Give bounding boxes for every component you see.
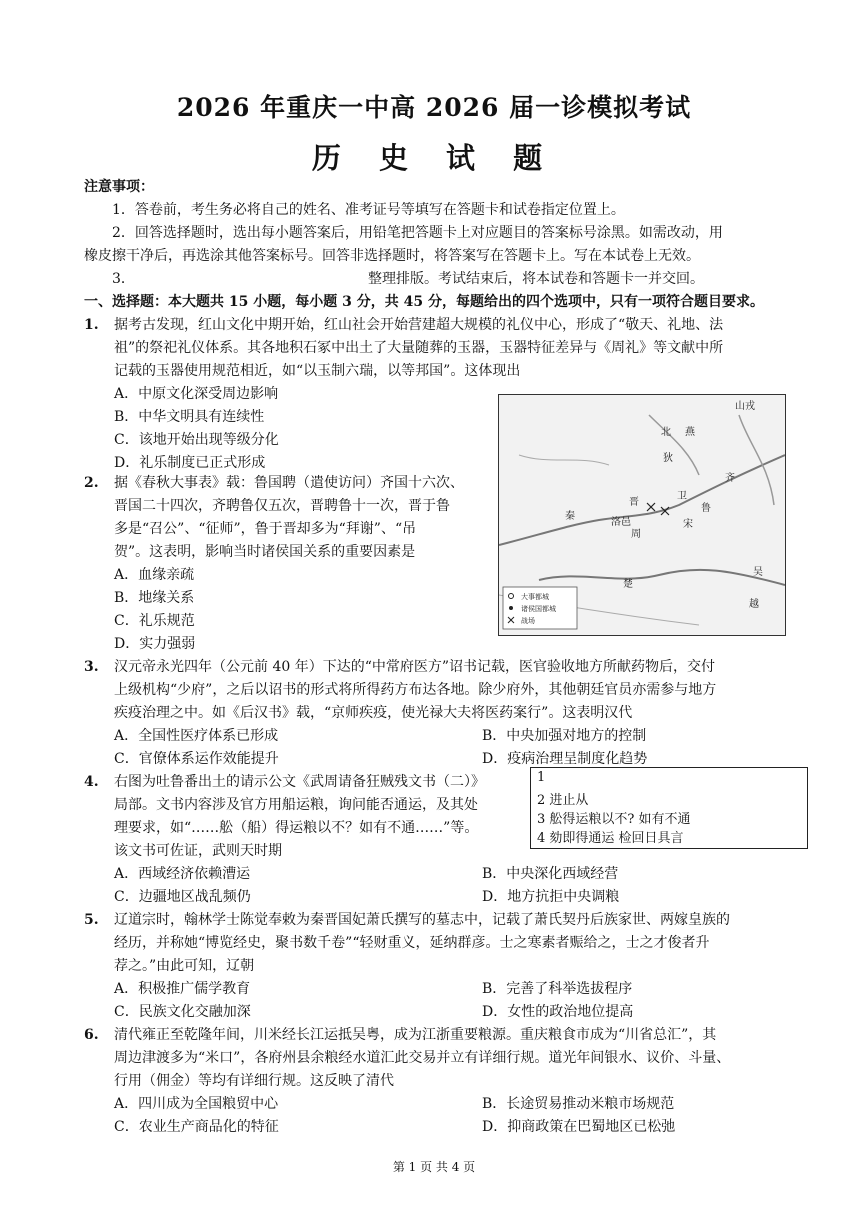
map-drawing [499,395,785,635]
note-1: 1．答卷前，考生务必将自己的姓名、准考证号等填写在答题卡和试卷指定位置上。 [112,202,625,218]
map-label: 鲁 [701,503,711,514]
legend-label: 大事都城 [521,593,549,601]
note-3: 整理排版。考试结束后，将本试卷和答题卡一并交回。 [368,271,704,287]
option-a: A．积极推广儒学教育 [114,981,251,997]
doc-line: 2 进止从 [537,793,589,808]
note-2: 2．回答选择题时，选出每小题答案后，用铅笔把答题卡上对应题目的答案标号涂黑。如需改动，用 [112,225,723,241]
question-text: 疾疫治理之中。如《后汉书》载，“京师疾疫，使光禄大夫将医药案行”。这表明汉代 [114,705,633,721]
question-number: 2. [84,475,99,491]
question-text: 荐之。”由此可知，辽朝 [114,958,255,974]
subject-title: 历 史 试 题 [311,141,557,175]
section-heading: 一、选择题：本大题共 15 小题，每小题 3 分，共 45 分，每题给出的四个选项中，只有一项符合题目要求。 [84,294,764,310]
notes-heading: 注意事项： [84,179,154,195]
question-text: 据考古发现，红山文化中期开始，红山社会开始营建超大规模的礼仪中心，形成了“敬天、礼地、法 [114,317,724,333]
question-text: 据《春秋大事表》载：鲁国聘（遣使访问）齐国十六次、 [114,475,464,491]
question-text: 该文书可佐证，武则天时期 [114,843,282,859]
option-d: D．礼乐制度已正式形成 [114,455,266,471]
map-label: 燕 [685,427,695,438]
note-2-cont: 橡皮擦干净后，再选涂其他答案标号。回答非选择题时，将答案写在答题卡上。写在本试卷上无效。 [84,248,700,264]
question-number: 3. [84,659,99,675]
question-text: 晋国二十四次，齐聘鲁仅五次，晋聘鲁十一次，晋于鲁 [114,498,450,514]
spring-autumn-map [498,394,786,636]
option-a: A．血缘亲疏 [114,567,195,583]
question-number: 4. [84,774,99,790]
option-a: A．中原文化深受周边影响 [114,386,279,402]
option-b: B．完善了科举选拔程序 [482,981,633,997]
map-label: 晋 [629,497,639,508]
option-b: B．中华文明具有连续性 [114,409,265,425]
option-c: C．农业生产商品化的特征 [114,1119,279,1135]
map-label: 越 [749,599,759,610]
question-number: 1. [84,317,99,333]
option-c: C．民族文化交融加深 [114,1004,251,1020]
option-c: C．官僚体系运作效能提升 [114,751,279,767]
map-label: 楚 [623,579,633,590]
option-b: B．地缘关系 [114,590,195,606]
document-excerpt [530,767,808,849]
map-label: 狄 [663,453,673,464]
question-text: 多是“召公”、“征师”，鲁于晋却多为“拜谢”、“吊 [114,521,417,537]
option-d: D．实力强弱 [114,636,196,652]
question-number: 5. [84,912,99,928]
question-text: 记载的玉器使用规范相近，如“以玉制六瑞，以等邦国”。这体现出 [114,363,521,379]
option-d: D．疫病治理呈制度化趋势 [482,751,648,767]
map-label: 秦 [565,511,575,522]
question-text: 祖”的祭祀礼仪体系。其各地积石冢中出土了大量随葬的玉器，玉器特征差异与《周礼》等文献中所 [114,340,724,356]
question-text: 理要求，如“……舩（船）得运粮以不？如有不通……”等。 [114,820,479,836]
map-label: 吴 [753,567,763,578]
map-label: 宋 [683,519,693,530]
option-c: C．礼乐规范 [114,613,195,629]
option-d: D．抑商政策在巴蜀地区已松弛 [482,1119,676,1135]
question-text: 行用（佣金）等均有详细行规。这反映了清代 [114,1073,394,1089]
map-label: 山戎 [735,401,755,412]
option-a: A．全国性医疗体系已形成 [114,728,279,744]
doc-line: 4 劾即得通运 检回日具言 [537,831,684,846]
doc-line: 1 [537,770,546,785]
map-label: 周 [631,529,641,540]
option-a: A．西域经济依赖漕运 [114,866,251,882]
page-footer: 第 1 页 共 4 页 [392,1160,476,1174]
option-b: B．中央加强对地方的控制 [482,728,647,744]
legend-label: 战场 [521,617,535,625]
doc-line: 3 舩得运粮以不? 如有不通 [537,812,691,827]
question-text: 汉元帝永光四年（公元前 40 年）下达的“中常府医方”诏书记载，医官验收地方所献药物后，交付 [114,659,716,675]
map-label: 齐 [725,473,735,484]
question-number: 6. [84,1027,99,1043]
question-text: 右图为吐鲁番出土的请示公文《武周请备狂贼残文书（二）》 [114,774,485,790]
option-a: A．四川成为全国粮贸中心 [114,1096,279,1112]
question-text: 辽道宗时，翰林学士陈觉奉敕为秦晋国妃萧氏撰写的墓志中，记载了萧氏契丹后族家世、两嫁皇族的 [114,912,730,928]
question-text: 周边津渡多为“米口”，各府州县余粮经水道汇此交易并立有详细行规。道光年间银水、议价、斗量、 [114,1050,731,1066]
question-text: 局部。文书内容涉及官方用船运粮，询问能否通运，及其处 [114,797,478,813]
question-text: 贺”。这表明，影响当时诸侯国关系的重要因素是 [114,544,416,560]
map-label: 洛邑 [611,517,631,528]
question-text: 清代雍正至乾隆年间，川米经长江运抵吴粤，成为江浙重要粮源。重庆粮食市成为“川省总汇”，其 [114,1027,717,1043]
question-text: 上级机构“少府”，之后以诏书的形式将所得药方布达各地。除少府外，其他朝廷官员亦需参与地方 [114,682,717,698]
option-c: C．边疆地区战乱频仍 [114,889,251,905]
option-d: D．地方抗拒中央调粮 [482,889,620,905]
map-label: 卫 [677,491,687,502]
option-b: B．长途贸易推动米粮市场规范 [482,1096,675,1112]
question-text: 经历，并称她“博览经史，聚书数千卷”“轻财重义，延纳群彦。士之寒素者赈给之，士之才俊者升 [114,935,710,951]
legend-label: 诸侯国都城 [521,605,556,613]
map-label: 北 [661,427,671,438]
option-c: C．该地开始出现等级分化 [114,432,279,448]
note-3-num: 3． [112,271,135,287]
option-d: D．女性的政治地位提高 [482,1004,634,1020]
exam-title: 2026 年重庆一中高 2026 届一诊模拟考试 [176,93,692,122]
option-b: B．中央深化西域经营 [482,866,619,882]
